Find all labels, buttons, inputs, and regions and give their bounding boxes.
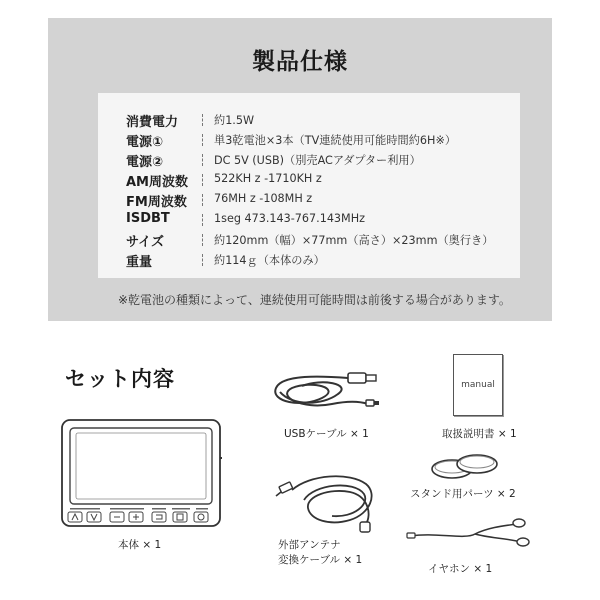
antenna-cable-icon [270,470,380,534]
spec-separator [202,214,204,226]
spec-table [98,93,520,278]
manual-icon [453,354,503,416]
earphones-icon [405,512,535,552]
spec-label: ISDBT [126,211,170,226]
spec-row [126,111,506,131]
spec-title: 製品仕様 [252,49,348,75]
antenna-caption-line1: 外部アンテナ [278,539,341,551]
usb-cable-caption: USBケーブル × 1 [284,428,369,440]
spec-value: 単3乾電池×3本（TV連続使用可能時間約6H※） [214,134,457,147]
spec-row [126,231,506,251]
spec-row [126,171,506,191]
earphones-caption: イヤホン × 1 [428,563,493,575]
spec-value: DC 5V (USB)（別売ACアダプター利用） [214,154,421,167]
spec-label: FM周波数 [126,195,187,210]
contents-heading: セット内容 [65,367,175,391]
tv-unit-icon [60,418,224,530]
spec-separator [202,234,204,246]
manual-cover-text: manual [461,380,495,390]
antenna-caption-line2: 変換ケーブル × 1 [278,554,363,566]
spec-value: 522KH z -1710KH z [214,172,322,185]
spec-value: 1seg 473.143-767.143MHz [214,212,365,225]
spec-label: 電源② [126,155,164,170]
spec-value: 約120mm（幅）×77mm（高さ）×23mm（奥行き） [214,234,494,247]
spec-label: AM周波数 [126,175,188,190]
spec-row [126,151,506,171]
spec-separator [202,114,204,126]
spec-separator [202,134,204,146]
stand-parts-caption: スタンド用パーツ × 2 [410,488,516,500]
antenna-cable-caption [278,538,362,568]
spec-row [126,251,506,271]
manual-caption: 取扱説明書 × 1 [442,428,517,440]
spec-separator [202,254,204,266]
spec-separator [202,194,204,206]
spec-row [126,211,506,231]
spec-label: サイズ [126,235,164,250]
spec-label: 電源① [126,135,164,150]
spec-note: ※乾電池の種類によって、連続使用可能時間は前後する場合があります。 [118,293,511,307]
spec-panel [48,18,552,321]
stand-parts-icon [430,452,500,482]
spec-value: 約1.5W [214,114,255,127]
spec-label: 消費電力 [126,115,179,130]
spec-separator [202,154,204,166]
main-unit-caption: 本体 × 1 [118,539,162,551]
spec-value: 76MH z -108MH z [214,192,313,205]
spec-separator [202,174,204,186]
usb-cable-icon [262,366,392,416]
spec-row [126,131,506,151]
spec-label: 重量 [126,255,153,270]
spec-row [126,191,506,211]
spec-value: 約114ｇ（本体のみ） [214,254,325,267]
